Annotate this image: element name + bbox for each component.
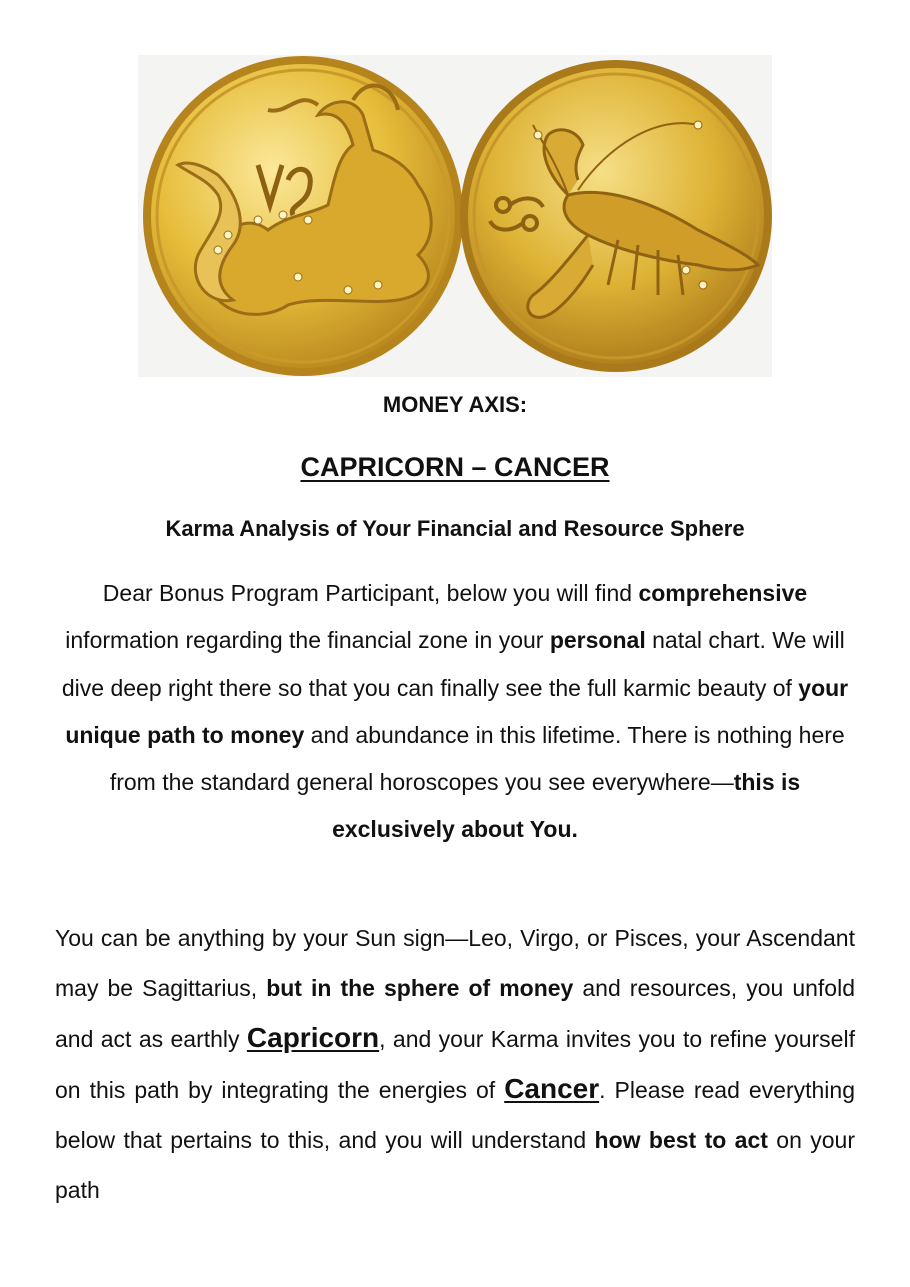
intro-text: information regarding the financial zone in your <box>65 627 550 654</box>
intro-bold: your unique path to money <box>65 674 849 748</box>
body-text: , and your Karma invites you to refine yourself on this path by integrating the energies of <box>55 1026 855 1103</box>
intro-paragraph <box>50 570 860 854</box>
signs-title: CAPRICORN – CANCER <box>300 452 610 482</box>
intro-text: and abundance in this lifetime. There is nothing here from the standard general horoscopes you see everywhere— <box>109 721 845 796</box>
intro-bold: personal <box>549 627 646 654</box>
body-bold: how best to act <box>594 1127 768 1153</box>
body-bold: but in the sphere of money <box>266 975 574 1001</box>
zodiac-coins-image <box>138 55 772 377</box>
body-text: . Please read everything below that pertains to this, and you will understand <box>55 1077 855 1153</box>
body-text: and resources, you unfold and act as earthly <box>55 975 856 1052</box>
sign-capricorn: Capricorn <box>246 1022 380 1053</box>
intro-bold: this is exclusively about You. <box>332 769 801 843</box>
intro-text: Dear Bonus Program Participant, below you will find <box>102 580 639 606</box>
body-text: on your path <box>55 1127 856 1203</box>
body-paragraph <box>55 913 855 1215</box>
sign-cancer: Cancer <box>504 1073 600 1104</box>
cancer-coin <box>460 60 772 372</box>
intro-bold: comprehensive <box>638 580 808 606</box>
subtitle: Karma Analysis of Your Financial and Resource Sphere <box>165 516 745 541</box>
body-text: You can be anything by your Sun sign—Leo, Virgo, or Pisces, your Ascendant may be Sagittarius, <box>55 925 855 1001</box>
capricorn-coin <box>143 56 463 376</box>
axis-title: MONEY AXIS: <box>382 392 528 417</box>
intro-text: natal chart. We will dive deep right there so that you can finally see the full karmic beauty of <box>61 627 845 701</box>
